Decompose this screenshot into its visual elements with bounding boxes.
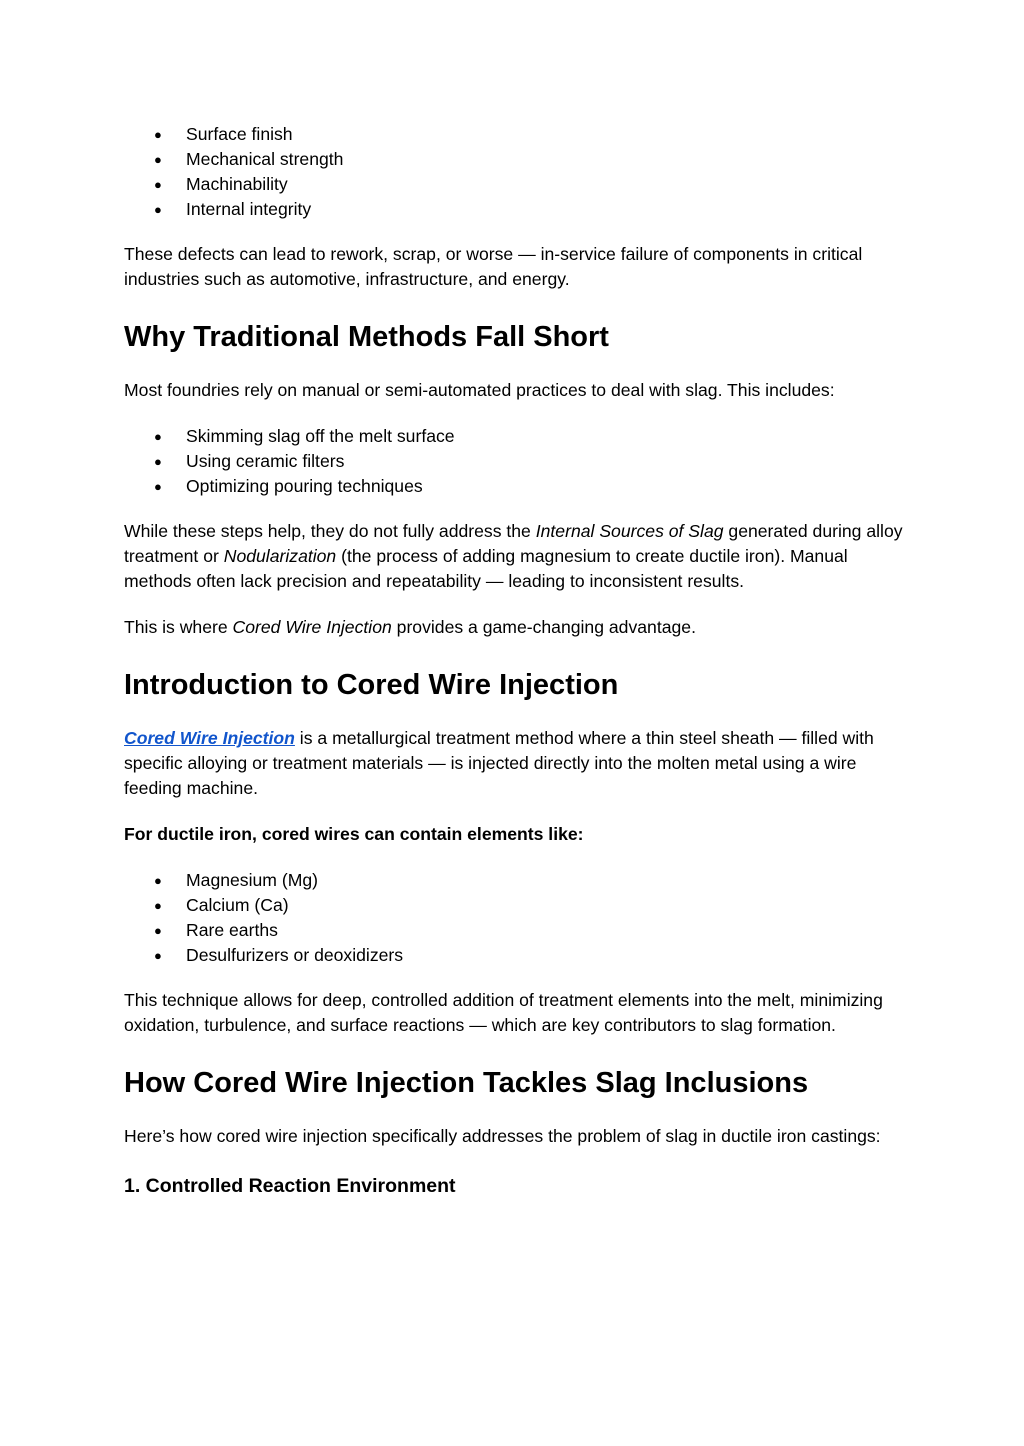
bullet-icon: ● xyxy=(154,177,162,192)
list-item: ● Mechanical strength xyxy=(124,147,914,172)
paragraph-foundries: Most foundries rely on manual or semi-automated practices to deal with slag. This includes: xyxy=(124,380,835,400)
list-item: ● Calcium (Ca) xyxy=(124,893,914,918)
list-item: ● Rare earths xyxy=(124,918,914,943)
elements-list xyxy=(124,868,914,968)
list-item: ● Surface finish xyxy=(124,122,914,147)
bold-ductile-iron-label: For ductile iron, cored wires can contain elements like: xyxy=(124,824,584,844)
list-item: ● Desulfurizers or deoxidizers xyxy=(124,943,914,968)
bullet-icon: ● xyxy=(154,479,162,494)
paragraph-defects: These defects can lead to rework, scrap, or worse — in-service failure of components in critical industries such as automotive, infrastructure, and energy. xyxy=(124,244,863,289)
bullet-icon: ● xyxy=(154,898,162,913)
list-item: ● Machinability xyxy=(124,172,914,197)
traditional-practices-list xyxy=(124,424,914,499)
defect-areas-list xyxy=(124,122,914,222)
paragraph-introduction: Cored Wire Injection is a metallurgical treatment method where a thin steel sheath — filled with specific alloying or treatment materials — is injected directly into the molten metal using a wire feeding machine. xyxy=(124,728,874,798)
bullet-icon: ● xyxy=(154,873,162,888)
heading-how-tackles: How Cored Wire Injection Tackles Slag Inclusions xyxy=(124,1067,809,1099)
list-item: ● Magnesium (Mg) xyxy=(124,868,914,893)
bullet-icon: ● xyxy=(154,429,162,444)
list-item: ● Using ceramic filters xyxy=(124,449,914,474)
paragraph-technique: This technique allows for deep, controlled addition of treatment elements into the melt, minimizing oxidation, turbulence, and surface reactions — which are key contributors to slag formation. xyxy=(124,990,883,1035)
paragraph-heres-how: Here’s how cored wire injection specifically addresses the problem of slag in ductile iron castings: xyxy=(124,1126,881,1146)
bullet-icon: ● xyxy=(154,202,162,217)
bullet-icon: ● xyxy=(154,127,162,142)
bullet-icon: ● xyxy=(154,923,162,938)
list-item: ● Internal integrity xyxy=(124,197,914,222)
paragraph-limitations: While these steps help, they do not fully address the Internal Sources of Slag generated during alloy treatment or Nodularization (the process of adding magnesium to create ductile iron). Manual methods often lack precision and repeatability — leading to inconsistent results. xyxy=(124,521,903,591)
document-page xyxy=(124,122,914,1199)
list-item: ● Optimizing pouring techniques xyxy=(124,474,914,499)
bullet-icon: ● xyxy=(154,948,162,963)
heading-traditional-methods: Why Traditional Methods Fall Short xyxy=(124,321,609,353)
cored-wire-injection-link[interactable]: Cored Wire Injection xyxy=(124,728,295,748)
heading-controlled-reaction: 1. Controlled Reaction Environment xyxy=(124,1175,456,1197)
bullet-icon: ● xyxy=(154,152,162,167)
bullet-icon: ● xyxy=(154,454,162,469)
heading-introduction: Introduction to Cored Wire Injection xyxy=(124,669,619,701)
list-item: ● Skimming slag off the melt surface xyxy=(124,424,914,449)
paragraph-advantage: This is where Cored Wire Injection provides a game-changing advantage. xyxy=(124,617,696,637)
